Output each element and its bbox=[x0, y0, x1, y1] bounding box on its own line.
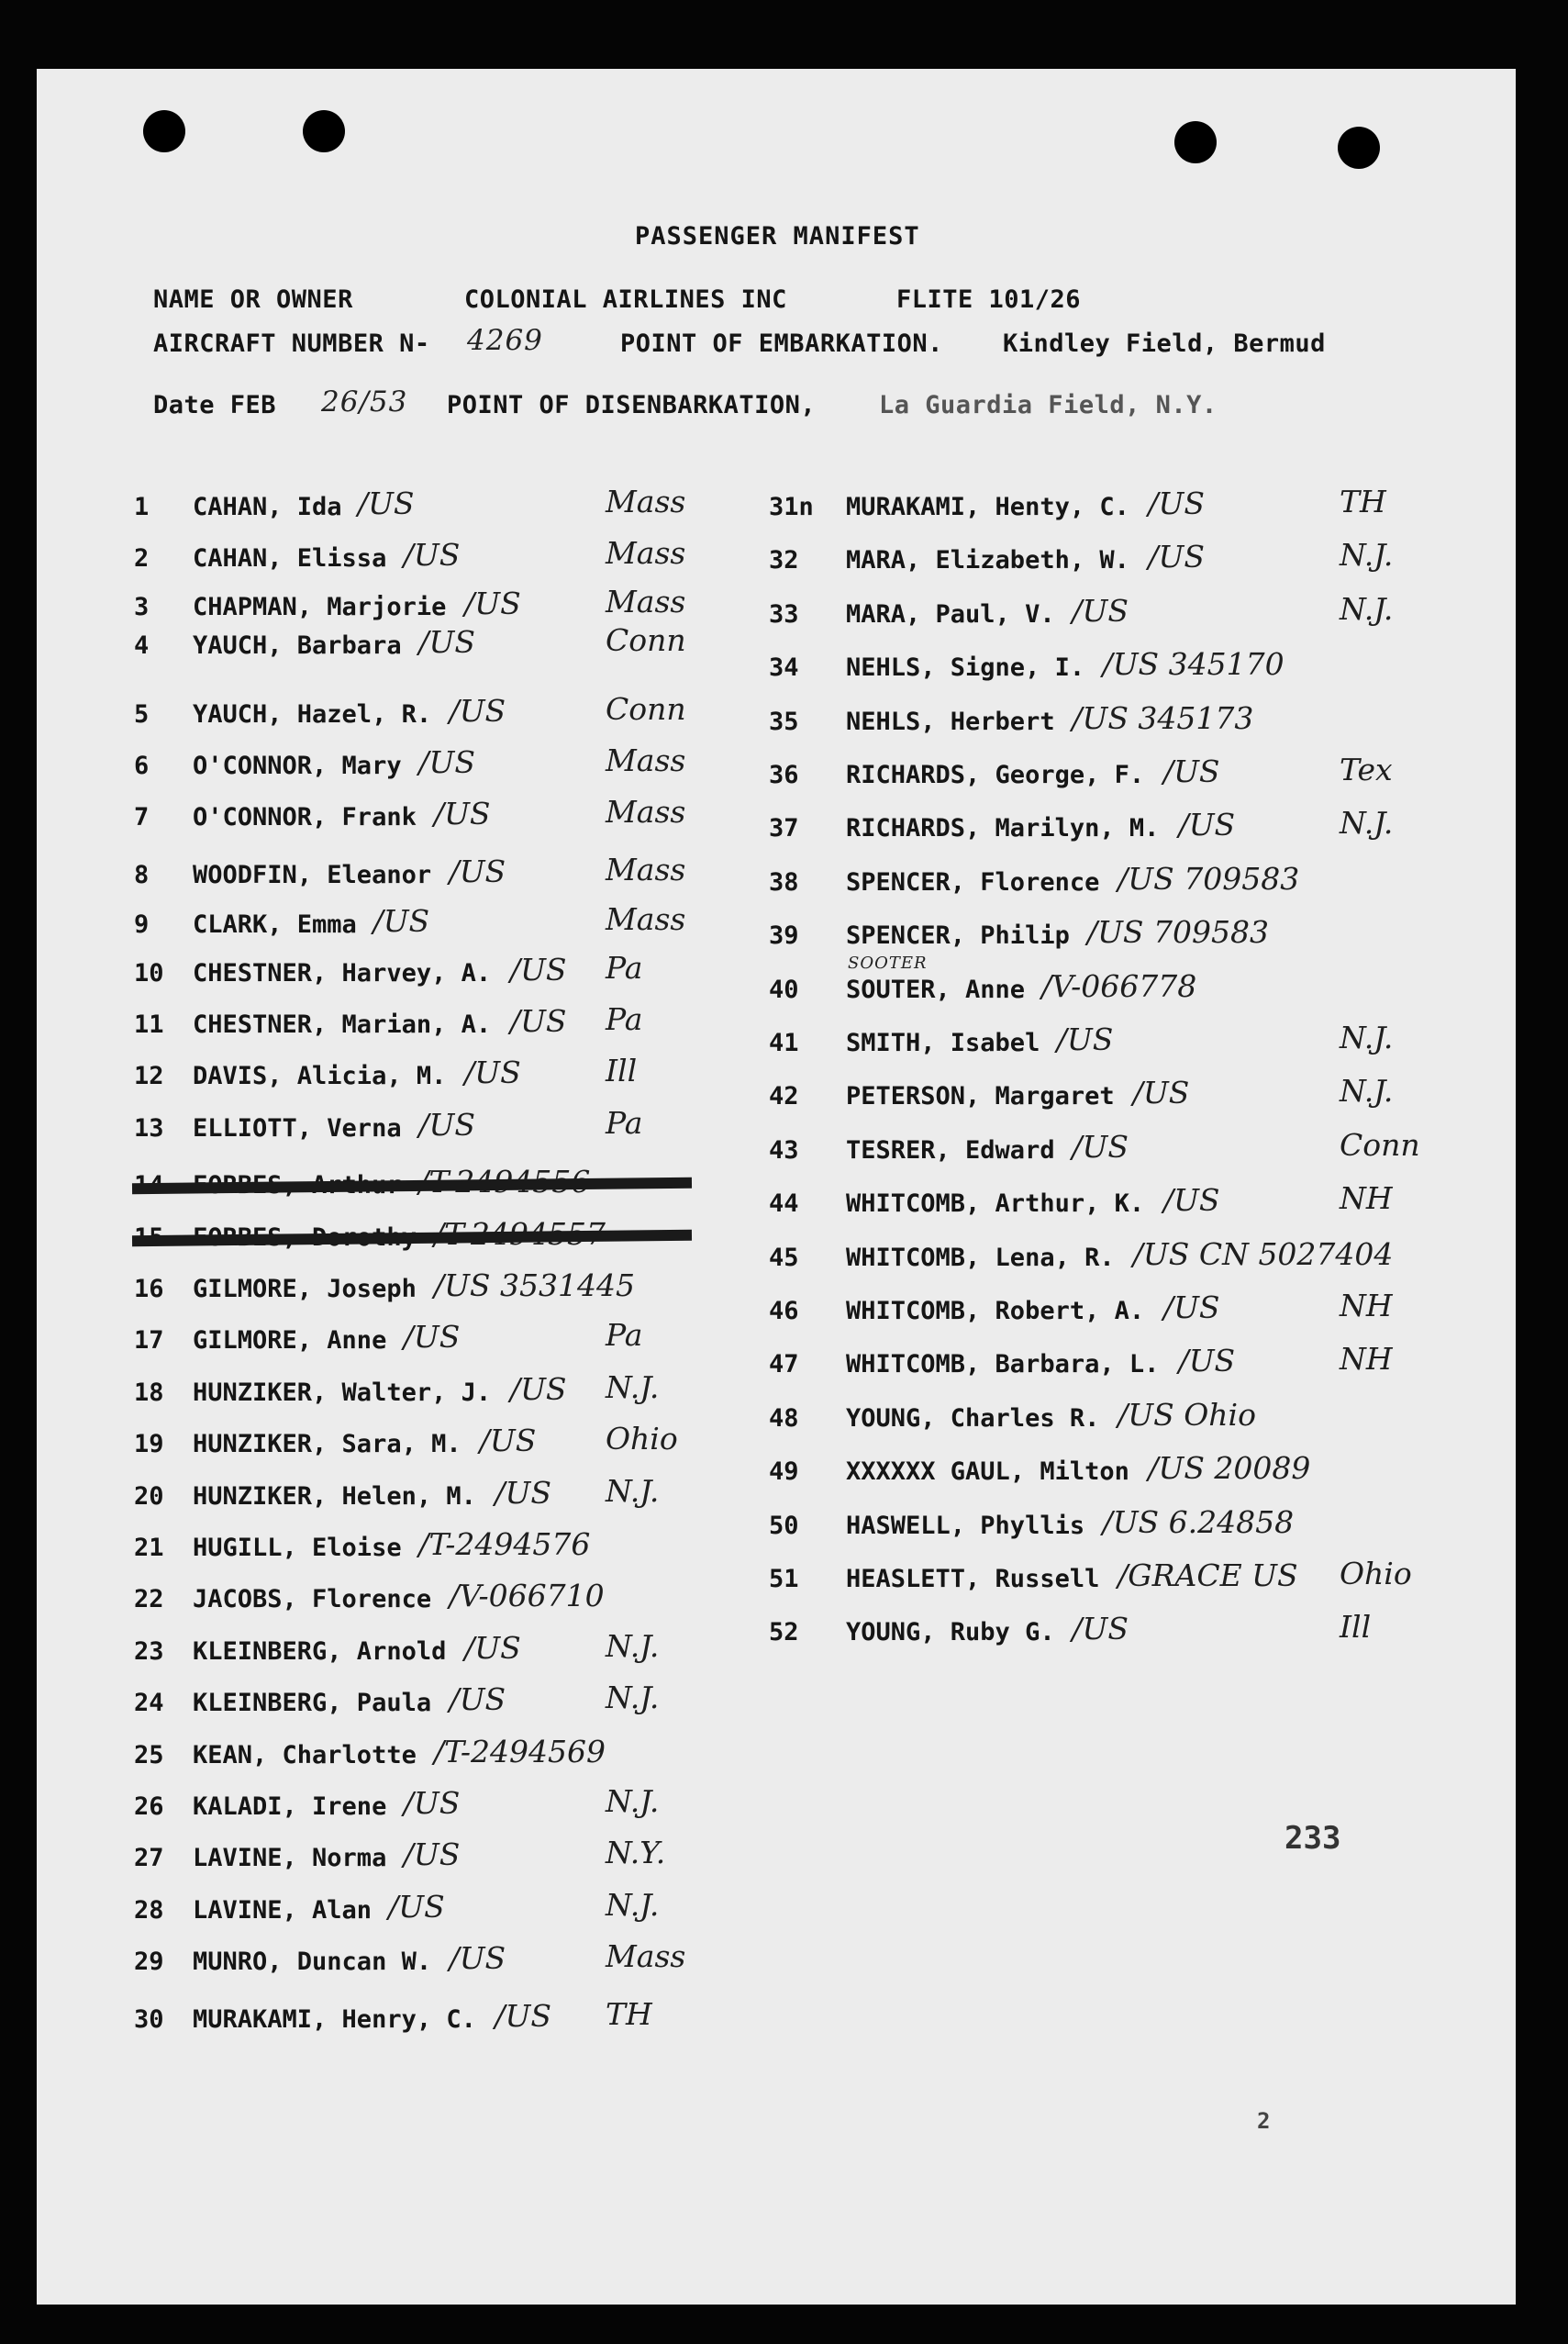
passenger-name: HUNZIKER, Walter, J. bbox=[193, 1378, 492, 1407]
passenger-name: PETERSON, Margaret bbox=[846, 1082, 1115, 1111]
residence-note: Ohio bbox=[1340, 1556, 1412, 1591]
residence-note: N.Y. bbox=[606, 1835, 666, 1871]
passenger-number: 38 bbox=[769, 867, 799, 897]
citizenship-mark: /US bbox=[464, 1055, 521, 1091]
citizenship-mark: /US bbox=[510, 1370, 567, 1407]
citizenship-mark: /US bbox=[464, 1629, 521, 1666]
embarkation-label: POINT OF EMBARKATION. bbox=[620, 329, 943, 358]
passenger-number: 35 bbox=[769, 707, 799, 736]
passenger-name: GILMORE, Joseph bbox=[193, 1275, 417, 1303]
residence-note: Conn bbox=[1340, 1126, 1420, 1163]
passenger-name: MUNRO, Duncan W. bbox=[193, 1948, 432, 1977]
residence-note: Ill bbox=[1340, 1609, 1372, 1646]
residence-note: Mass bbox=[606, 851, 686, 887]
passenger-number: 16 bbox=[134, 1275, 164, 1303]
citizenship-mark: /US bbox=[403, 537, 461, 574]
citizenship-mark: /US 3531445 bbox=[434, 1267, 635, 1303]
residence-note: NH bbox=[1340, 1341, 1393, 1378]
citizenship-mark: /US bbox=[495, 1997, 551, 2034]
passenger-name: CLARK, Emma bbox=[193, 910, 357, 940]
aircraft-label: AIRCRAFT NUMBER N- bbox=[153, 329, 430, 358]
passenger-name: WHITCOMB, Barbara, L. bbox=[846, 1350, 1160, 1379]
citizenship-mark: /US bbox=[1163, 1289, 1220, 1325]
passenger-number: 8 bbox=[134, 860, 150, 889]
residence-note: N.J. bbox=[606, 1368, 660, 1405]
disembarkation-label: POINT OF DISENBARKATION, bbox=[447, 391, 817, 419]
passenger-number: 52 bbox=[769, 1618, 799, 1647]
residence-note: Conn bbox=[606, 622, 686, 659]
passenger-number: 33 bbox=[769, 599, 799, 629]
passenger-name: LAVINE, Alan bbox=[193, 1895, 373, 1925]
citizenship-mark: /US bbox=[1148, 539, 1205, 575]
passenger-number: 5 bbox=[134, 699, 150, 729]
citizenship-mark: /T-2494576 bbox=[418, 1526, 591, 1562]
passenger-number: 32 bbox=[769, 546, 799, 575]
passenger-name: KEAN, Charlotte bbox=[193, 1740, 417, 1769]
residence-note: Conn bbox=[606, 690, 686, 727]
citizenship-mark: /US bbox=[1072, 1611, 1129, 1647]
citizenship-mark: /US 345173 bbox=[1072, 699, 1254, 736]
residence-note: Mass bbox=[606, 583, 686, 619]
residence-note: Pa bbox=[606, 1001, 643, 1037]
citizenship-mark: /US bbox=[418, 744, 475, 780]
passenger-number: 39 bbox=[769, 921, 799, 951]
footer-mark: 2 bbox=[1257, 2108, 1271, 2134]
passenger-name: YOUNG, Ruby G. bbox=[846, 1618, 1055, 1647]
residence-note: N.J. bbox=[606, 1783, 660, 1819]
passenger-number: 19 bbox=[134, 1430, 164, 1459]
passenger-number: 29 bbox=[134, 1948, 164, 1977]
citizenship-mark: /US bbox=[495, 1474, 551, 1511]
passenger-name: SPENCER, Florence bbox=[846, 867, 1100, 897]
passenger-number: 10 bbox=[134, 958, 164, 988]
passenger-number: 24 bbox=[134, 1689, 164, 1718]
page-title: PASSENGER MANIFEST bbox=[635, 222, 920, 251]
passenger-name: DAVIS, Alicia, M. bbox=[193, 1062, 447, 1091]
passenger-number: 37 bbox=[769, 814, 799, 843]
residence-note: N.J. bbox=[1340, 537, 1394, 574]
passenger-name: HEASLETT, Russell bbox=[846, 1565, 1100, 1593]
passenger-name: MARA, Elizabeth, W. bbox=[846, 546, 1129, 575]
passenger-name: HUNZIKER, Helen, M. bbox=[193, 1481, 476, 1511]
passenger-number: 48 bbox=[769, 1403, 799, 1433]
passenger-number: 6 bbox=[134, 752, 150, 780]
passenger-name: WHITCOMB, Robert, A. bbox=[846, 1297, 1145, 1325]
citizenship-mark: /US bbox=[1072, 1128, 1129, 1165]
passenger-name: MURAKAMI, Henty, C. bbox=[846, 493, 1129, 521]
passenger-name: LAVINE, Norma bbox=[193, 1844, 387, 1873]
citizenship-mark: /US CN 5027404 bbox=[1132, 1235, 1394, 1272]
citizenship-mark: /US bbox=[418, 1106, 475, 1143]
passenger-name: O'CONNOR, Mary bbox=[193, 752, 402, 780]
residence-note: NH bbox=[1340, 1180, 1393, 1217]
residence-note: Mass bbox=[606, 1938, 686, 1975]
passenger-number: 13 bbox=[134, 1113, 164, 1143]
residence-note: Pa bbox=[606, 1317, 643, 1354]
passenger-name: YAUCH, Barbara bbox=[193, 631, 402, 661]
passenger-number: 22 bbox=[134, 1585, 164, 1614]
citizenship-mark: /US bbox=[373, 903, 430, 940]
citizenship-mark: /US 20089 bbox=[1148, 1450, 1311, 1487]
owner-label: NAME OR OWNER bbox=[153, 285, 353, 314]
residence-note: N.J. bbox=[1340, 1020, 1394, 1055]
owner-value: COLONIAL AIRLINES INC bbox=[464, 285, 787, 314]
citizenship-mark: /US bbox=[510, 951, 567, 988]
passenger-name: WHITCOMB, Lena, R. bbox=[846, 1243, 1115, 1272]
passenger-name: NEHLS, Herbert bbox=[846, 707, 1055, 736]
manifest-page bbox=[37, 69, 1516, 2305]
passenger-number: 36 bbox=[769, 761, 799, 789]
citizenship-mark: /US bbox=[510, 1003, 567, 1039]
passenger-name: O'CONNOR, Frank bbox=[193, 803, 417, 832]
residence-note: N.J. bbox=[606, 1472, 660, 1509]
citizenship-mark: /GRACE US bbox=[1118, 1557, 1298, 1593]
passenger-number: 27 bbox=[134, 1844, 164, 1873]
citizenship-mark: /US bbox=[1178, 807, 1236, 843]
passenger-number: 20 bbox=[134, 1481, 164, 1511]
passenger-number: 11 bbox=[134, 1010, 164, 1039]
citizenship-mark: /US bbox=[434, 796, 491, 832]
passenger-number: 43 bbox=[769, 1135, 799, 1165]
residence-note: Pa bbox=[606, 949, 643, 986]
date-label: Date FEB bbox=[153, 391, 277, 419]
passenger-number: 9 bbox=[134, 910, 150, 940]
passenger-name: YOUNG, Charles R. bbox=[846, 1403, 1100, 1433]
passenger-name: TESRER, Edward bbox=[846, 1135, 1055, 1165]
passenger-name: MURAKAMI, Henry, C. bbox=[193, 2004, 476, 2034]
date-value: 26/53 bbox=[321, 385, 408, 419]
embarkation-value: Kindley Field, Bermud bbox=[1003, 329, 1326, 358]
citizenship-mark: /US bbox=[449, 692, 506, 729]
passenger-name: YAUCH, Hazel, R. bbox=[193, 699, 432, 729]
citizenship-mark: /US bbox=[1163, 1182, 1220, 1219]
passenger-name: CHESTNER, Marian, A. bbox=[193, 1010, 492, 1039]
passenger-number: 28 bbox=[134, 1895, 164, 1925]
citizenship-mark: /US bbox=[1178, 1343, 1236, 1379]
citizenship-mark: /US bbox=[449, 1681, 506, 1718]
citizenship-mark: /US 709583 bbox=[1118, 860, 1300, 897]
passenger-number: 34 bbox=[769, 653, 799, 683]
residence-note: N.J. bbox=[606, 1680, 660, 1716]
passenger-name: HUNZIKER, Sara, M. bbox=[193, 1430, 462, 1459]
residence-note: Mass bbox=[606, 794, 686, 831]
passenger-number: 46 bbox=[769, 1297, 799, 1325]
citizenship-mark: /US bbox=[418, 624, 475, 661]
residence-note: TH bbox=[1340, 484, 1386, 519]
passenger-name: HASWELL, Phyllis bbox=[846, 1511, 1085, 1540]
citizenship-mark: /US bbox=[403, 1836, 461, 1873]
passenger-number: 40 bbox=[769, 975, 799, 1004]
page-number: 233 bbox=[1284, 1820, 1341, 1857]
passenger-number: 42 bbox=[769, 1082, 799, 1111]
passenger-name: KLEINBERG, Arnold bbox=[193, 1636, 447, 1666]
residence-note: N.J. bbox=[1340, 805, 1394, 842]
passenger-number: 44 bbox=[769, 1189, 799, 1219]
citizenship-mark: /US bbox=[464, 585, 521, 621]
passenger-number: 12 bbox=[134, 1062, 164, 1091]
citizenship-mark: /US bbox=[479, 1423, 537, 1459]
citizenship-mark: /V-066710 bbox=[449, 1578, 605, 1614]
residence-note: Ohio bbox=[606, 1421, 678, 1457]
residence-note: TH bbox=[606, 1995, 652, 2032]
passenger-number: 3 bbox=[134, 592, 150, 621]
punch-hole bbox=[303, 110, 345, 152]
passenger-name: CHAPMAN, Marjorie bbox=[193, 592, 447, 621]
punch-hole bbox=[1174, 121, 1217, 163]
passenger-number: 1 bbox=[134, 493, 150, 521]
residence-note: Mass bbox=[606, 484, 686, 519]
citizenship-mark: /US bbox=[1148, 486, 1205, 521]
citizenship-mark: /US bbox=[449, 1940, 506, 1977]
name-correction: SOOTER bbox=[848, 953, 928, 973]
passenger-number: 49 bbox=[769, 1457, 799, 1487]
citizenship-mark: /US bbox=[449, 853, 506, 889]
passenger-name: GILMORE, Anne bbox=[193, 1326, 387, 1356]
citizenship-mark: /V-066778 bbox=[1041, 967, 1197, 1004]
passenger-number: 31n bbox=[769, 493, 814, 521]
passenger-name: HUGILL, Eloise bbox=[193, 1534, 402, 1562]
passenger-name: ELLIOTT, Verna bbox=[193, 1113, 402, 1143]
residence-note: N.J. bbox=[606, 1627, 660, 1664]
passenger-name: JACOBS, Florence bbox=[193, 1585, 432, 1614]
passenger-name: MARA, Paul, V. bbox=[846, 599, 1055, 629]
residence-note: NH bbox=[1340, 1288, 1393, 1323]
passenger-name: CAHAN, Elissa bbox=[193, 544, 387, 574]
citizenship-mark: /US bbox=[1056, 1021, 1114, 1057]
passenger-number: 7 bbox=[134, 803, 150, 832]
citizenship-mark: /US bbox=[403, 1785, 461, 1821]
passenger-name: XXXXXX GAUL, Milton bbox=[846, 1457, 1129, 1487]
passenger-number: 47 bbox=[769, 1350, 799, 1379]
citizenship-mark: /US bbox=[1163, 753, 1220, 789]
citizenship-mark: /US bbox=[358, 486, 415, 521]
passenger-name: RICHARDS, Marilyn, M. bbox=[846, 814, 1160, 843]
passenger-number: 51 bbox=[769, 1565, 799, 1593]
passenger-name: CHESTNER, Harvey, A. bbox=[193, 958, 492, 988]
passenger-number: 17 bbox=[134, 1326, 164, 1356]
passenger-name: CAHAN, Ida bbox=[193, 493, 342, 521]
citizenship-mark: /US Ohio bbox=[1118, 1396, 1256, 1433]
residence-note: N.J. bbox=[606, 1886, 660, 1923]
passenger-number: 25 bbox=[134, 1740, 164, 1769]
citizenship-mark: /US 6.24858 bbox=[1102, 1503, 1295, 1540]
citizenship-mark: /US bbox=[403, 1319, 461, 1356]
passenger-name: NEHLS, Signe, I. bbox=[846, 653, 1085, 683]
residence-note: Mass bbox=[606, 535, 686, 572]
residence-note: Mass bbox=[606, 901, 686, 938]
citizenship-mark: /US 709583 bbox=[1087, 914, 1269, 951]
passenger-number: 26 bbox=[134, 1792, 164, 1821]
passenger-name: RICHARDS, George, F. bbox=[846, 761, 1145, 789]
punch-hole bbox=[143, 110, 185, 152]
flite-number: FLITE 101/26 bbox=[896, 285, 1082, 314]
passenger-number: 50 bbox=[769, 1511, 799, 1540]
passenger-number: 21 bbox=[134, 1534, 164, 1562]
passenger-name: KALADI, Irene bbox=[193, 1792, 387, 1821]
citizenship-mark: /US bbox=[1132, 1075, 1190, 1111]
passenger-number: 23 bbox=[134, 1636, 164, 1666]
passenger-name: KLEINBERG, Paula bbox=[193, 1689, 432, 1718]
passenger-number: 41 bbox=[769, 1029, 799, 1057]
disembarkation-value: La Guardia Field, N.Y. bbox=[879, 391, 1218, 419]
passenger-name: SPENCER, Philip bbox=[846, 921, 1070, 951]
passenger-name: WOODFIN, Eleanor bbox=[193, 860, 432, 889]
passenger-number: 30 bbox=[134, 2004, 164, 2034]
citizenship-mark: /US 345170 bbox=[1102, 646, 1284, 683]
passenger-name: SMITH, Isabel bbox=[846, 1029, 1040, 1057]
residence-note: Mass bbox=[606, 742, 686, 778]
citizenship-mark: /T-2494569 bbox=[434, 1733, 606, 1769]
passenger-name: SOUTER, Anne bbox=[846, 975, 1026, 1004]
passenger-name: WHITCOMB, Arthur, K. bbox=[846, 1189, 1145, 1219]
passenger-number: 2 bbox=[134, 544, 150, 574]
punch-hole bbox=[1338, 127, 1380, 169]
residence-note: N.J. bbox=[1340, 1073, 1394, 1110]
residence-note: N.J. bbox=[1340, 590, 1394, 627]
citizenship-mark: /US bbox=[388, 1888, 445, 1925]
passenger-number: 4 bbox=[134, 631, 150, 661]
passenger-number: 45 bbox=[769, 1243, 799, 1272]
residence-note: Ill bbox=[606, 1053, 638, 1089]
citizenship-mark: /US bbox=[1072, 592, 1129, 629]
aircraft-number: 4269 bbox=[467, 324, 543, 357]
passenger-number: 18 bbox=[134, 1378, 164, 1407]
residence-note: Tex bbox=[1340, 752, 1393, 787]
residence-note: Pa bbox=[606, 1104, 643, 1141]
